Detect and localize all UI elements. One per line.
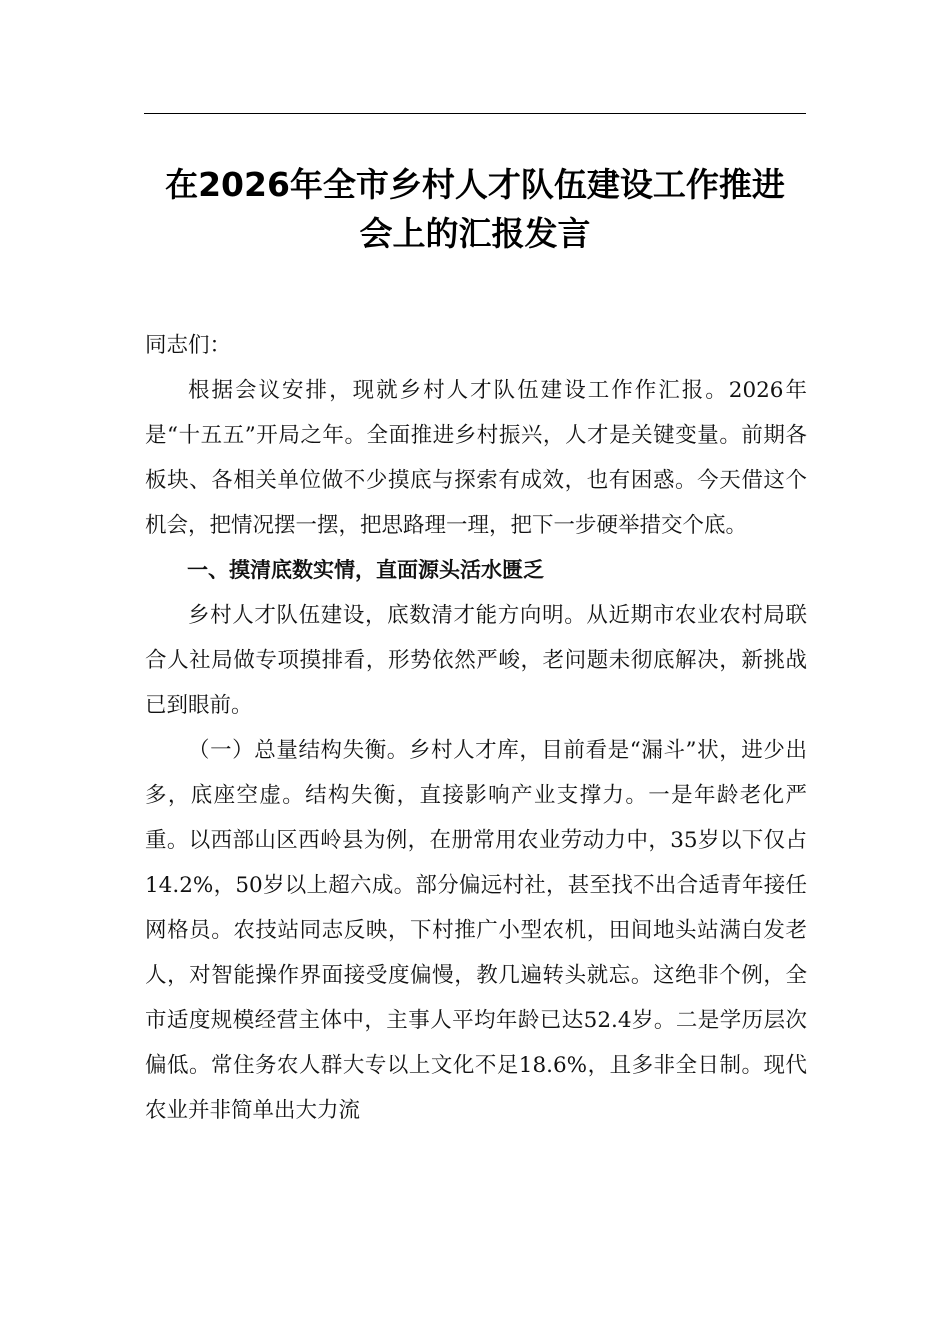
- title-line-1: 在2026年全市乡村人才队伍建设工作推进: [165, 165, 785, 204]
- section-1-intro-paragraph: 乡村人才队伍建设，底数清才能方向明。从近期市农业农村局联合人社局做专项摸排看，形势依然严峻，老问题未彻底解决，新挑战已到眼前。: [145, 603, 807, 718]
- section-heading-1: 一、摸清底数实情，直面源头活水匮乏: [187, 558, 544, 582]
- salutation: 同志们：: [145, 333, 232, 358]
- subsection-1-body: 乡村人才库，目前看是“漏斗”状，进少出多，底座空虚。结构失衡，直接影响产业支撑力。一是年龄老化严重。以西部山区西岭县为例，在册常用农业劳动力中，35岁以下仅占14.2%，50岁以上超六成。部分偏远村社，甚至找不出合适青年接任网格员。农技站同志反映，下村推广小型农机，田间地头站满白发老人，对智能操作界面接受度偏慢，教几遍转头就忘。这绝非个例，全市适度规模经营主体中，主事人平均年龄已达52.4岁。二是学历层次偏低。常住务农人群大专以上文化不足18.6%，且多非全日制。现代农业并非简单出大力流: [145, 738, 807, 1123]
- intro-paragraph: 根据会议安排，现就乡村人才队伍建设工作作汇报。2026年是“十五五”开局之年。全面推进乡村振兴，人才是关键变量。前期各板块、各相关单位做不少摸底与探索有成效，也有困惑。今天借这个机会，把情况摆一摆，把思路理一理，把下一步硬举措交个底。: [145, 378, 807, 538]
- subsection-1-paragraph: [145, 728, 807, 1133]
- title-line-2: 会上的汇报发言: [359, 214, 591, 253]
- subsection-heading-1: （一）总量结构失衡。: [188, 738, 409, 763]
- document-title: [140, 160, 810, 258]
- document-body: [145, 323, 807, 1133]
- header-rule: [144, 113, 806, 114]
